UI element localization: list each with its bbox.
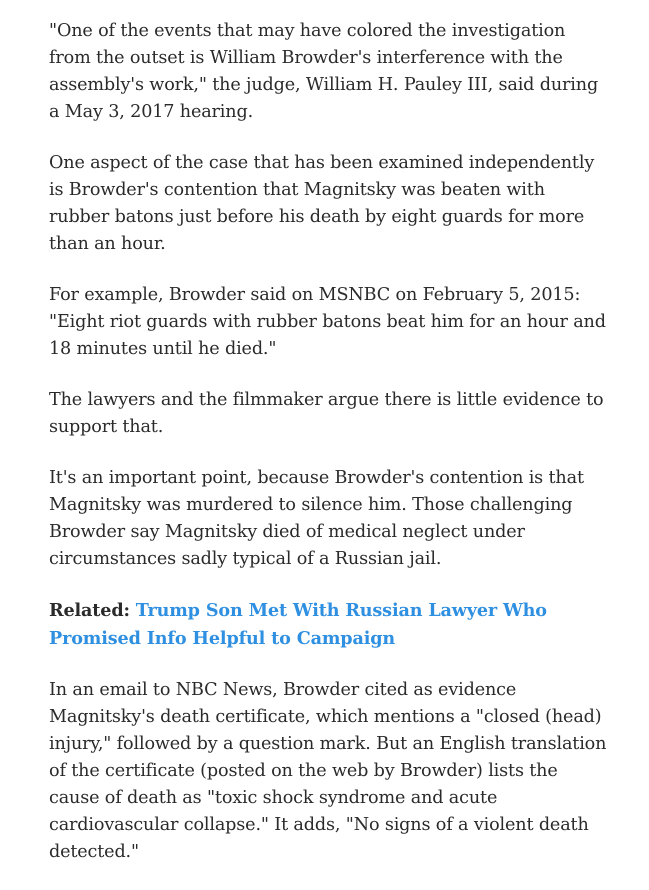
paragraph-little-evidence: The lawyers and the filmmaker argue there is little evidence to support that. bbox=[49, 390, 604, 437]
related-article-link[interactable]: Trump Son Met With Russian Lawyer Who Promised Info Helpful to Campaign bbox=[49, 600, 547, 649]
paragraph-death-certificate: In an email to NBC News, Browder cited as evidence Magnitsky's death certificate, which mentions a "closed (head) injury," followed by a question mark. But an English translation of the certificate (posted on the web by Browder) lists the cause of death as "toxic shock syndrome and acute cardiovascular collapse." It adds, "No signs of a violent death detected." bbox=[49, 680, 607, 862]
paragraph-baton-contention: One aspect of the case that has been examined independently is Browder's contention that Magnitsky was beaten with rubber batons just before his death by eight guards for more than an hour. bbox=[49, 153, 595, 254]
article-body bbox=[49, 18, 609, 890]
related-label: Related: bbox=[49, 600, 136, 621]
paragraph-judge-quote: "One of the events that may have colored the investigation from the outset is William Browder's interference with the assembly's work," the judge, William H. Pauley III, said during a May 3, 2017 hearing. bbox=[49, 21, 599, 122]
related-article bbox=[49, 597, 609, 653]
paragraph-important-point: It's an important point, because Browder's contention is that Magnitsky was murdered to silence him. Those challenging Browder say Magnitsky died of medical neglect under circumstances sadly typical of a Russian jail. bbox=[49, 468, 584, 569]
paragraph-msnbc-quote: For example, Browder said on MSNBC on February 5, 2015: "Eight riot guards with rubber batons beat him for an hour and 18 minutes until he died." bbox=[49, 285, 606, 359]
